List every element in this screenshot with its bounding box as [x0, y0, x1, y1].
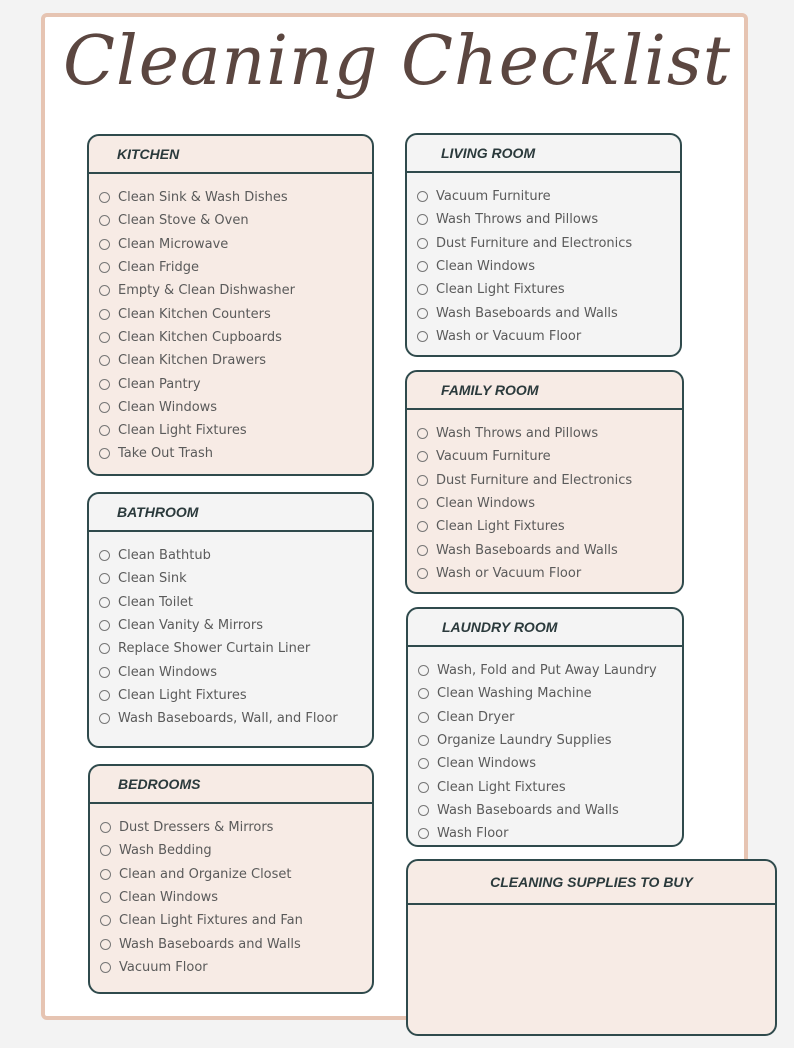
checklist-item-label: Wash Throws and Pillows: [436, 426, 599, 442]
checklist-item-label: Vacuum Furniture: [436, 189, 551, 205]
section-heading: LIVING ROOM: [407, 135, 680, 173]
checklist-item[interactable]: [99, 614, 372, 637]
checklist-item-label: Wash Baseboards and Walls: [436, 305, 618, 321]
checklist-item[interactable]: [99, 326, 372, 349]
checkbox-circle-icon[interactable]: [417, 451, 428, 462]
checkbox-circle-icon[interactable]: [100, 869, 111, 880]
checklist-item-label: Clean Windows: [118, 399, 218, 415]
checklist-item[interactable]: [418, 729, 682, 752]
checkbox-circle-icon[interactable]: [100, 962, 111, 973]
checkbox-circle-icon[interactable]: [99, 573, 110, 584]
checklist-item[interactable]: [418, 682, 682, 705]
checkbox-circle-icon[interactable]: [417, 214, 428, 225]
checkbox-circle-icon[interactable]: [417, 261, 428, 272]
checklist-item[interactable]: [417, 469, 682, 492]
checklist-item[interactable]: [417, 278, 680, 301]
checklist-item[interactable]: [418, 822, 682, 845]
checklist: [408, 647, 682, 845]
checklist-item-label: Clean Kitchen Cupboards: [118, 329, 282, 345]
checkbox-circle-icon[interactable]: [99, 425, 110, 436]
checklist-item[interactable]: [99, 349, 372, 372]
checkbox-circle-icon[interactable]: [99, 309, 110, 320]
checklist-item-label: Wash Baseboards and Walls: [437, 802, 619, 818]
checklist-item-label: Clean Sink: [118, 571, 187, 587]
checklist-item[interactable]: [99, 186, 372, 209]
checkbox-circle-icon[interactable]: [99, 690, 110, 701]
checklist-item-label: Take Out Trash: [118, 446, 214, 462]
section-supplies: [406, 859, 777, 1036]
checkbox-circle-icon[interactable]: [418, 782, 429, 793]
checkbox-circle-icon[interactable]: [417, 568, 428, 579]
checkbox-circle-icon[interactable]: [99, 713, 110, 724]
checkbox-circle-icon[interactable]: [99, 667, 110, 678]
checklist-item[interactable]: [100, 909, 372, 932]
checklist-item-label: Wash Throws and Pillows: [436, 212, 599, 228]
checklist-item[interactable]: [99, 279, 372, 302]
checklist-item[interactable]: [100, 956, 372, 979]
checkbox-circle-icon[interactable]: [418, 712, 429, 723]
checklist: [90, 804, 372, 979]
checklist-item[interactable]: [417, 492, 682, 515]
checklist-item-label: Clean Light Fixtures: [436, 519, 565, 535]
checklist-item[interactable]: [99, 707, 372, 730]
section-heading: LAUNDRY ROOM: [408, 609, 682, 647]
checkbox-circle-icon[interactable]: [99, 643, 110, 654]
checkbox-circle-icon[interactable]: [418, 805, 429, 816]
checkbox-circle-icon[interactable]: [417, 521, 428, 532]
checklist-item-label: Clean Dryer: [437, 709, 515, 725]
checklist-item-label: Clean Windows: [437, 756, 537, 772]
section-heading: CLEANING SUPPLIES TO BUY: [408, 861, 775, 905]
checklist-item[interactable]: [417, 538, 682, 561]
section-kitchen: [87, 134, 374, 476]
checklist-item[interactable]: [99, 567, 372, 590]
checkbox-circle-icon[interactable]: [100, 892, 111, 903]
section-laundry-room: [406, 607, 684, 847]
checklist-item[interactable]: [99, 233, 372, 256]
checklist-item[interactable]: [100, 886, 372, 909]
checkbox-circle-icon[interactable]: [99, 262, 110, 273]
checklist-item[interactable]: [99, 637, 372, 660]
checklist-item[interactable]: [417, 185, 680, 208]
checklist-item[interactable]: [418, 775, 682, 798]
checklist-item-label: Clean Kitchen Counters: [118, 306, 271, 322]
checklist-item-label: Dust Furniture and Electronics: [436, 472, 633, 488]
checklist-item-label: Wash Baseboards and Walls: [436, 542, 618, 558]
section-bedrooms: [88, 764, 374, 994]
checkbox-circle-icon[interactable]: [99, 285, 110, 296]
checklist-item-label: Clean Windows: [436, 259, 536, 275]
page-title: Cleaning Checklist: [62, 22, 732, 101]
checklist: [407, 173, 680, 348]
checklist-item-label: Clean Vanity & Mirrors: [118, 618, 263, 634]
checkbox-circle-icon[interactable]: [99, 192, 110, 203]
checklist-item-label: Clean Windows: [436, 496, 536, 512]
checklist-item-label: Clean Windows: [119, 890, 219, 906]
checklist-item-label: Wash Bedding: [119, 843, 212, 859]
checklist-item[interactable]: [100, 816, 372, 839]
checklist-item-label: Clean Kitchen Drawers: [118, 353, 267, 369]
checkbox-circle-icon[interactable]: [417, 428, 428, 439]
checkbox-circle-icon[interactable]: [418, 735, 429, 746]
checklist-item-label: Clean Microwave: [118, 236, 229, 252]
checklist-item[interactable]: [417, 232, 680, 255]
checkbox-circle-icon[interactable]: [99, 215, 110, 226]
checklist-item[interactable]: [99, 544, 372, 567]
checklist-item-label: Clean Light Fixtures: [437, 779, 566, 795]
checklist-item-label: Clean Light Fixtures and Fan: [119, 913, 303, 929]
checklist-item[interactable]: [418, 706, 682, 729]
checklist-item[interactable]: [417, 445, 682, 468]
checklist-item-label: Dust Furniture and Electronics: [436, 235, 633, 251]
section-bathroom: [87, 492, 374, 748]
checklist-item[interactable]: [100, 932, 372, 955]
checklist: [89, 174, 372, 466]
checklist-item-label: Wash or Vacuum Floor: [436, 328, 582, 344]
checkbox-circle-icon[interactable]: [417, 284, 428, 295]
section-living-room: [405, 133, 682, 357]
checkbox-circle-icon[interactable]: [99, 620, 110, 631]
checklist-item-label: Dust Dressers & Mirrors: [119, 820, 274, 836]
checkbox-circle-icon[interactable]: [417, 238, 428, 249]
checkbox-circle-icon[interactable]: [99, 402, 110, 413]
checkbox-circle-icon[interactable]: [99, 448, 110, 459]
checkbox-circle-icon[interactable]: [99, 379, 110, 390]
checklist-item[interactable]: [417, 562, 682, 585]
checklist-item-label: Clean Light Fixtures: [436, 282, 565, 298]
checklist-item[interactable]: [99, 209, 372, 232]
checklist-item-label: Organize Laundry Supplies: [437, 733, 612, 749]
checklist: [407, 410, 682, 585]
checklist-item[interactable]: [417, 208, 680, 231]
checklist-item-label: Clean Bathtub: [118, 548, 211, 564]
checklist-item-label: Clean Fridge: [118, 260, 200, 276]
section-heading: BATHROOM: [89, 494, 372, 532]
section-family-room: [405, 370, 684, 594]
checklist-item-label: Wash or Vacuum Floor: [436, 565, 582, 581]
checklist: [89, 532, 372, 730]
checklist-item[interactable]: [100, 839, 372, 862]
checkbox-circle-icon[interactable]: [418, 665, 429, 676]
checklist-item-label: Clean Sink & Wash Dishes: [118, 190, 288, 206]
checklist-item[interactable]: [99, 442, 372, 465]
checkbox-circle-icon[interactable]: [99, 239, 110, 250]
checklist-item-label: Vacuum Floor: [119, 959, 208, 975]
checklist-item-label: Clean Light Fixtures: [118, 423, 247, 439]
checklist-item[interactable]: [99, 396, 372, 419]
checklist-item-label: Clean Toilet: [118, 594, 194, 610]
checklist-item-label: Clean Windows: [118, 664, 218, 680]
checklist-item-label: Clean Washing Machine: [437, 686, 592, 702]
checklist-item[interactable]: [418, 799, 682, 822]
checklist-item-label: Wash Baseboards, Wall, and Floor: [118, 711, 338, 727]
checkbox-circle-icon[interactable]: [100, 939, 111, 950]
checklist-item-label: Wash Floor: [437, 826, 509, 842]
checkbox-circle-icon[interactable]: [99, 550, 110, 561]
checklist-item[interactable]: [100, 863, 372, 886]
checklist-item[interactable]: [99, 372, 372, 395]
checklist-item[interactable]: [417, 422, 682, 445]
checkbox-circle-icon[interactable]: [418, 828, 429, 839]
checklist-item[interactable]: [99, 302, 372, 325]
checklist-item-label: Empty & Clean Dishwasher: [118, 283, 295, 299]
checkbox-circle-icon[interactable]: [100, 915, 111, 926]
section-heading: KITCHEN: [89, 136, 372, 174]
checklist-item[interactable]: [418, 659, 682, 682]
checklist-item-label: Clean Light Fixtures: [118, 687, 247, 703]
checkbox-circle-icon[interactable]: [99, 355, 110, 366]
checkbox-circle-icon[interactable]: [417, 498, 428, 509]
checklist-item[interactable]: [99, 419, 372, 442]
checklist-item-label: Replace Shower Curtain Liner: [118, 641, 311, 657]
checklist-item[interactable]: [99, 684, 372, 707]
checklist-item[interactable]: [417, 515, 682, 538]
checkbox-circle-icon[interactable]: [418, 688, 429, 699]
section-heading: BEDROOMS: [90, 766, 372, 804]
checklist-item-label: Wash Baseboards and Walls: [119, 936, 301, 952]
checkbox-circle-icon[interactable]: [418, 758, 429, 769]
checklist-item-label: Clean Stove & Oven: [118, 213, 249, 229]
checklist-item[interactable]: [418, 752, 682, 775]
checklist-item[interactable]: [99, 591, 372, 614]
checkbox-circle-icon[interactable]: [100, 822, 111, 833]
checkbox-circle-icon[interactable]: [417, 545, 428, 556]
checklist-item-label: Wash, Fold and Put Away Laundry: [437, 663, 657, 679]
checkbox-circle-icon[interactable]: [99, 597, 110, 608]
supplies-writing-area[interactable]: [408, 905, 775, 1035]
checkbox-circle-icon[interactable]: [99, 332, 110, 343]
checkbox-circle-icon[interactable]: [100, 845, 111, 856]
checklist-item[interactable]: [417, 325, 680, 348]
checklist-item[interactable]: [99, 256, 372, 279]
checklist-item-label: Vacuum Furniture: [436, 449, 551, 465]
checklist-item-label: Clean Pantry: [118, 376, 201, 392]
checkbox-circle-icon[interactable]: [417, 191, 428, 202]
checklist-item[interactable]: [417, 255, 680, 278]
checkbox-circle-icon[interactable]: [417, 308, 428, 319]
checkbox-circle-icon[interactable]: [417, 475, 428, 486]
checkbox-circle-icon[interactable]: [417, 331, 428, 342]
checklist-item-label: Clean and Organize Closet: [119, 866, 292, 882]
checklist-item[interactable]: [417, 301, 680, 324]
section-heading: FAMILY ROOM: [407, 372, 682, 410]
checklist-item[interactable]: [99, 660, 372, 683]
